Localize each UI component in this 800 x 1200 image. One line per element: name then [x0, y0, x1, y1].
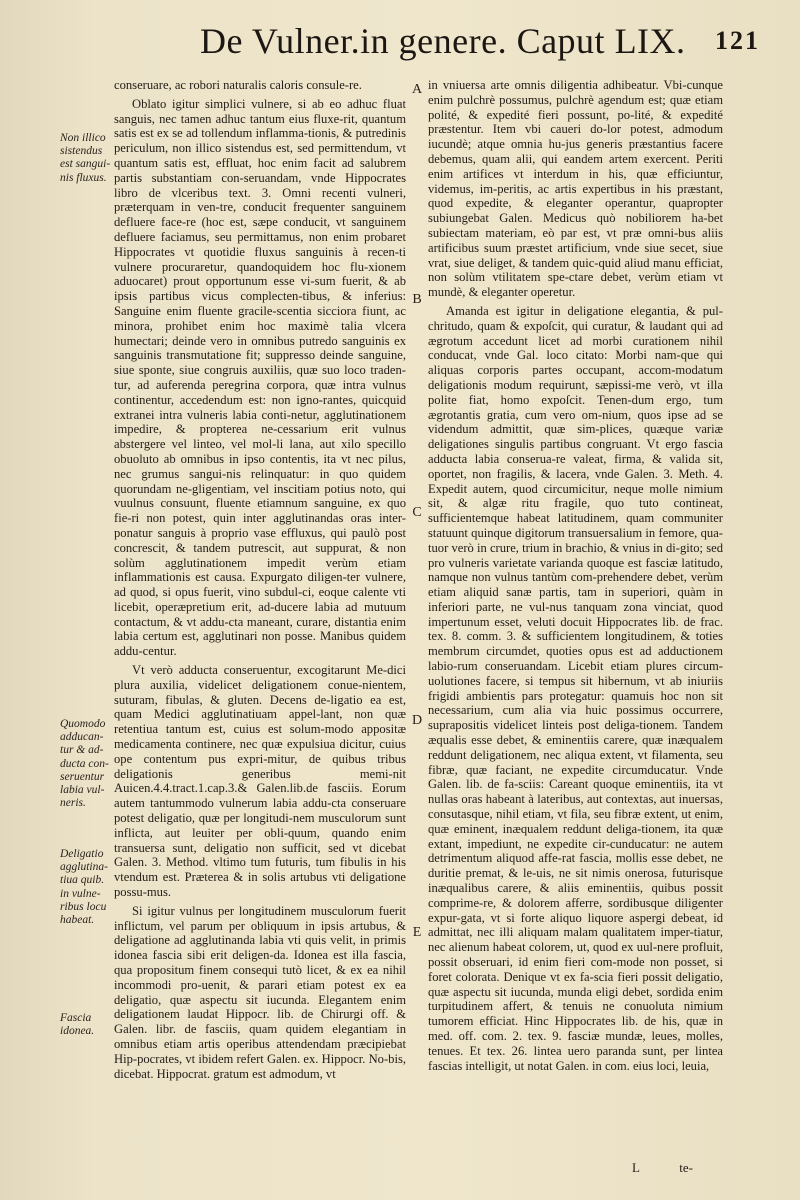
- page-footer: [632, 1160, 732, 1176]
- catchword: te-: [679, 1160, 693, 1175]
- right-paragraph: in vniuersa arte omnis diligentia adhibeatur. Vbi-cunque enim pulchrè possumus, pulchrè agendum est; quæ etiam polité, & expedité fieri possunt, po-lité, & expedité præstentur. Item vbi caueri do-lor potest, admodum iucundè; atque omnia hu-jus generis præstantius facere debemus, quam alii, qui eandem artem exercent. Periti enim artifices vt interdum in his, quæ efficiuntur, videmus, im-peritis, ac artis expertibus in his præstant, quod expedite, & eleganter operantur, quapropter subiungebat Galen. Medicus quò nobiliorem ha-bet subiectam materiam, eò par est, vt præ omni-bus aliis artificibus suum præstet artificium, vnde siue secet, siue vrat, siue deliget, & tandem quic-quid aliud manu efficiat, non solùm vtilitatem spe-ctare debet, verùm etiam vt mundè, & eleganter operetur.: [428, 78, 723, 300]
- left-paragraph: conseruare, ac robori naturalis caloris consule-re.: [114, 78, 362, 92]
- left-paragraph: Vt verò adducta conseruentur, excogitarunt Me-dici plura auxilia, videlicet deligationem conue-nientem, suturam, fibulas, & gluten. Decens de-ligatio ea est, quam Medici agglutinatiuam appel-lant, non quæ retentiua tantum est, cuius est solum-modo appositæ medicamenta continere, nec quæ expulsiua dicitur, cuius ope contentum pus expri-mitur, de quibus tribus deligationis generibus memi-nit Auicen.4.4.tract.1.cap.3.& Galen.lib.de fasciis. Eorum autem tantummodo vulnerum labia addu-cta conseruare potest deligatio, quæ per longitudi-nem musculorum sunt inflicta, aut leuiter per obli-quum, quando enim transuersa sunt, deligatio non sufficit, sed vt dicebat Galen. 3. Method. vltimo tum futuris, tum fibulis in his vtendum est. Præterea & in solis artubus vti deligatione possu-mus.: [114, 663, 406, 900]
- left-paragraph: Oblato igitur simplici vulnere, si ab eo adhuc fluat sanguis, nec tamen adhuc tantum eius fluxe-rit, quantum satis est ex se ad tollendum inflamma-tionis, & putredinis periculum, non illico sistendus est, sed permittendum, vt quantum satis est, effluat, hoc enim facit ad salubrem partis substantiam con-seruandam, vnde Hippocrates libro de vlceribus text. 3. Omni recenti vulneri, præterquam in ven-tre, conducit frequenter sanguinem defluere face-re (hoc est, sæpe conducit, vt sanguinem defluere faciamus, seu permittamus, non enim probaret Hippocrates vt quotidie fluxus sanguinis à recen-ti vulnere procuraretur, quandoquidem hoc flu-xionem aduocaret) prout opportunum esse vi-sum fuerit, & ab ipsis partibus vicus complecten-tibus, & inferius: Sanguine enim fluente gracile-scentia sicciora fiunt, ac minora, prohibet enim hoc maximè talia vlcera humectari; deinde vero in omnibus putredo sanguinis ex sanguinis transmutatione fit; suppresso deinde sanguine, siue sponte, siue congruis auxiliis, quæ suo loco traden-tur, ad auferenda peregrina corpora, quæ intra vulnus continentur, accedendum est: non igno-rantes, quicquid extranei intra vulneris labia conti-netur, agglutinationem impedire, & propterea ne-cessarium erit vulnus abstergere vel linteo, vel mol-li lana, aut xilo specillo obuoluto ab omnibus in ipso contentis, ita vt nec pilus, nec grumus sangui-nis relinquatur: in quo quidem quorundam ne-gligentiam, vel inscitiam potius noto, qui vuulnus consuunt, fluente etiamnum sanguine, ex quo fie-ri non potest, quin inter agglutinandas oras inter-ponatur sanguis à proprio vase effluxus, qui paulò post concrescit, & tandem putrescit, aut suppurat, & non solùm agglutinationem impedit verùm etiam inflammationis est causa. Expurgato diligen-ter vulnere, ad quod, si opus fuerit, vino subdul-ci, eoque calente vti licebit, operæpretium erit, ad-ducere labia ad mutuum contactum, & vt addu-cta maneant, curare, distantia enim labia certum est, agglutinari non posse. Manibus quidem addu-centur.: [114, 96, 406, 659]
- running-header: [200, 20, 760, 70]
- section-letter: C: [412, 505, 422, 520]
- running-title: De Vulner.in genere. Caput LIX.: [200, 21, 686, 61]
- right-text-column: [428, 78, 723, 1077]
- section-letter: B: [412, 292, 422, 307]
- marginal-note: Deligatio agglutina-tiua quib. in vulne-ribus locu habeat.: [60, 848, 108, 927]
- left-paragraph: Si igitur vulnus per longitudinem musculorum fuerit inflictum, vel parum per obliquum in ipsis artubus, & deligatione ad agglutinanda labia vti quis velit, in primis idonea fascia sibi erit deligen-da. Idonea est illa fascia, qua propositum finem consequi tutò licet, & ex ea nihil incommodi pro-uenit, & parari etiam potest ex ea deligatio, quæ aspectu sit iucunda. Elegantem enim deligationem laudat Hippocr. lib. de Chirurgi off. & Galen. libr. de fasciis, quam quidem elegantiam in omnibus etiam artis operibus attendendam præcipiebat Hip-pocrates, vt ibidem refert Galen. ex. Hippocr. No-bis, dicebat. Hippocrat. gratum est admodum, vt: [114, 903, 406, 1081]
- section-letter: A: [411, 82, 423, 97]
- right-paragraph: Amanda est igitur in deligatione elegantia, & pul-chritudo, quam & expoſcit, qui curatur, & laudant qui ad ægrotum accedunt licet ad morbi curationem nihil conducat, vnde Gal. loco citato: Morbi nam-que qui aliquas corporis partes occupant, accom-modatum deligationis modum requirunt, sæpissi-me verò, vt illa polite fiat, homo expoſcit. Tenen-dum ergo, tum ægrotantis gratia, cum vero om-nium, quos ipse ad se videndum admittit, quæ sim-plices, quæque variæ deligationes singulis partibus congruant. Vt ergo fascia adducta labia conserua-re valeat, firma, & valida sit, oportet, non fragilis, & lacera, vnde Galen. 3. Meth. 4. Expedit autem, quod circumicitur, neque molle nimium sit, & algæ ritu fragile, quo tuto contineat, sufficientemque habeat latitudinem, quam communiter statuunt quinque digitorum transuersalium in femore, qua-tuor verò in crure, trium in brachio, & vnius in di-gito; sed pro vulneris varietate varianda quoque est fasciæ latitudo, namque non vulnus tantùm com-prehendere debet, verùm etiam aliquid sanæ partis, tam in superiori, quàm in inferiori parte, ne vul-nus tanquam zona vinciat, quod impertunum esset, veluti docuit Hippocrates lib. de frac. tex. 8. comm. 3. & sufficientem longitudinem, & toties membrum circumdet, quoties opus est ad adductionem labio-rum conseruandam. Licebit etiam plures circum-uolutiones facere, si tempus sit hibernum, vt ab iniuriis frigidi ambientis pars protegatur: quamuis hoc non sit necessarium, cum alia via huic possimus occurrere, suprapositis videlicet linteis post deliga-tionem. Tandem æqualis esse debet, & eminentiis carere, quæ inæqualem reddunt deligationem, nec aliqua extent, vt filamenta, seu fibræ, quæ faciant, ne expedite circumducatur. Vnde Galen. lib. de fa-sciis: Careant quoque eminentiis, ita vt nullas oras habeant à lateribus, aut contextas, aut inuersas, consutasque, nihil etiam, vt fila, seu fibræ extent, ut enim, quæ eminent, inæqualem reddunt deliga-tionem, ita quæ extant, impediunt, ne expedite cir-cunducatur: ne autem detrimentum aliquod affe-rat fascia, mollis esse debet, ne duritie premat, & le-uis, ne sit nimis onerosa, futurisque inæqualibus carere, & aliis eminentiis, quibus possit comprime-re, & dolorem afferre, sordibusque diligenter expur-gata, vt si forte aliquo liquore aspergi debeat, id admittat, nec illi aliquam malam qualitatem imper-tiatur, nec alienum habeat colorem, ut, quod ex uul-nere profluit, possit obseruari, id enim fieri com-mode non posset, si foret colorata. Denique vt ex fa-scia fieri possit deligatio, quæ aspectu sit iucunda, munda eligi debet, sordida enim turpitudinem affert, & tenuis ne conuoluta nimium tumorem efficiat. Hinc Hippocrates lib. de his, quæ in med. off. com. 2. tex. 9. fasciæ mundæ, leues, molles, tenues. Et tex. 26. lintea uero paranda sunt, per lintea fascias intelligit, ut notat Galen. in com. eius loci, leuia,: [428, 303, 723, 1073]
- section-letter: D: [411, 713, 423, 728]
- signature-mark: L: [632, 1160, 640, 1175]
- section-letter: E: [412, 925, 422, 940]
- marginal-note: Fascia idonea.: [60, 1012, 95, 1038]
- marginal-note: Quomodo adducan-tur & ad-ducta con-seruentur labia vul-neris.: [60, 718, 109, 810]
- marginal-note: Non illico sistendus est sangui-nis fluxus.: [60, 132, 111, 184]
- page-number: 121: [715, 26, 760, 55]
- left-text-column: [114, 78, 406, 1085]
